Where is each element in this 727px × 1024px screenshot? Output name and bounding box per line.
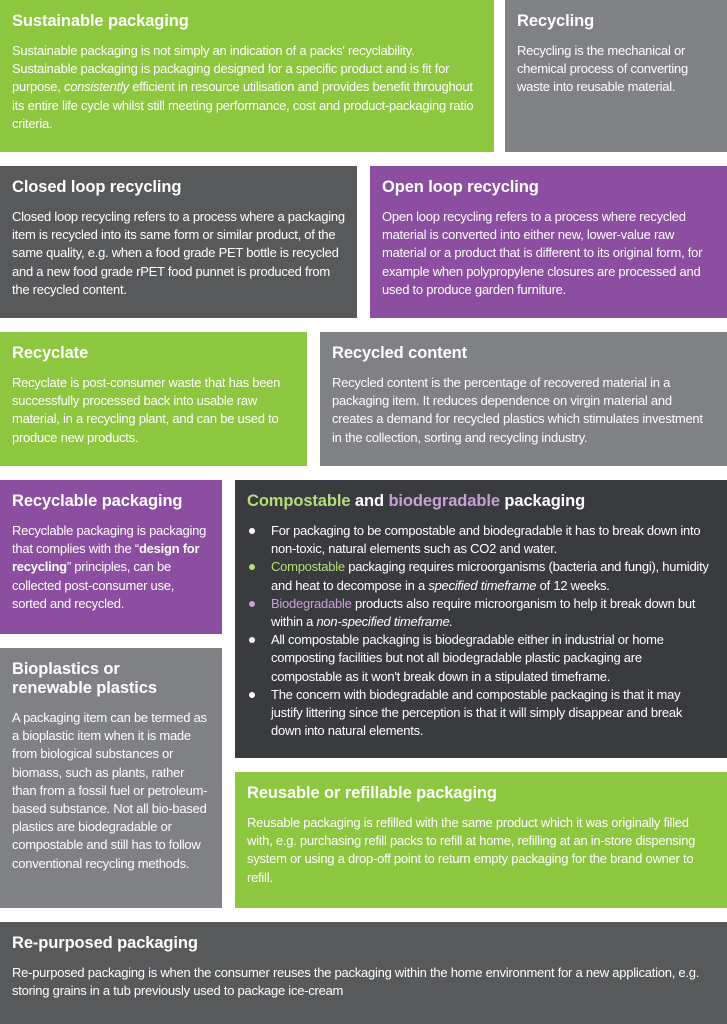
sustainable-packaging-card — [0, 0, 494, 152]
card-text: A packaging item can be termed as a bioplastic item when it is made from biological substances or biomass, such as plants, rather than from a fossil fuel or petroleum-based substance. Not all bio-based plastics are biodegradable or compostable and still has to follow conventional recycling methods. — [12, 710, 208, 871]
card-text: Reusable packaging is refilled with the same product which it was originally filled with, e.g. purchasing refill packs to refill at home, refilling at an in-store dispensing system or using a drop-off point to return empty packaging for the brand owner to refill. — [247, 815, 696, 885]
compostable-biodegradable-card — [235, 480, 727, 758]
bullet-icon — [249, 601, 255, 607]
card-title: Compostable and biodegradable packaging — [247, 492, 586, 510]
card-title: Recyclate — [12, 344, 89, 362]
card-title: Recycling — [517, 12, 595, 30]
list-item: Compostable packaging requires microorganisms (bacteria and fungi), humidity and heat to decompose in a specified timeframe of 12 weeks. — [271, 558, 715, 594]
list-item: Biodegradable products also require microorganism to help it break down but within a non-specified timeframe. — [271, 595, 715, 631]
bioplastics-card — [0, 648, 222, 908]
card-title: Recycled content — [332, 344, 468, 362]
card-text: Recyclate is post-consumer waste that has been successfully processed back into usable raw material, in a recycling plant, and can be used to produce new products. — [12, 375, 281, 445]
reusable-refillable-card — [235, 772, 727, 908]
card-text: Recycling is the mechanical or chemical process of converting waste into reusable material. — [517, 43, 688, 95]
list-item: For packaging to be compostable and biodegradable it has to break down into non-toxic, natural elements such as CO2 and water. — [271, 522, 715, 558]
list-item: All compostable packaging is biodegradable either in industrial or home composting facilities but not all biodegradable plastic packaging are compostable as it won't break down in a stipulated timeframe. — [271, 631, 715, 686]
card-text: Re-purposed packaging is when the consumer reuses the packaging within the home environment for a new application, e.g. storing grains in a tub previously used to package ice-cream — [12, 965, 700, 999]
card-text: Closed loop recycling refers to a process where a packaging item is recycled into its same form or similar product, of the same quality, e.g. when a food grade PET bottle is recycled and a new food grade rPET food punnet is produced from the recycled content. — [12, 209, 345, 297]
card-title: Closed loop recycling — [12, 178, 182, 196]
card-title: Reusable or refillable packaging — [247, 784, 497, 802]
recycling-card — [505, 0, 727, 152]
bullet-icon — [249, 564, 255, 570]
bullet-icon — [249, 637, 255, 643]
bullet-icon — [249, 528, 255, 534]
recyclate-card — [0, 332, 307, 466]
card-title: Re-purposed packaging — [12, 934, 198, 952]
repurposed-packaging-card — [0, 922, 727, 1024]
card-text: Sustainable packaging is not simply an indication of a packs' recyclability. Sustainable packaging is packaging designed for a specific product and is fit for purpose, consistently efficient in resource utilisation and provides benefit throughout its entire life cycle whilst still meeting performance, cost and product-packaging ratio criteria. — [12, 43, 474, 131]
card-text: Recycled content is the percentage of recovered material in a packaging item. It reduces dependence on virgin material and creates a demand for recycled plastics which stimulates investment in the collection, sorting and recycling industry. — [332, 375, 703, 445]
open-loop-recycling-card — [370, 166, 727, 318]
closed-loop-recycling-card — [0, 166, 357, 318]
list-item: The concern with biodegradable and compostable packaging is that it may justify littering since the perception is that it will simply disappear and break down into natural elements. — [271, 686, 715, 741]
recycled-content-card — [320, 332, 727, 466]
bullet-list — [247, 522, 715, 740]
card-text: Recyclable packaging is packaging that complies with the “design for recycling” principles, can be collected post-consumer use, sorted and recycled. — [12, 523, 207, 611]
card-title: Recyclable packaging — [12, 492, 183, 510]
bullet-icon — [249, 692, 255, 698]
recyclable-packaging-card — [0, 480, 222, 634]
card-title: Bioplastics or renewable plastics — [12, 660, 157, 697]
card-text: Open loop recycling refers to a process where recycled material is converted into either new, lower-value raw material or a product that is different to its original form, for example when polypropylene closures are processed and used to produce garden furniture. — [382, 209, 703, 297]
card-title: Open loop recycling — [382, 178, 539, 196]
card-title: Sustainable packaging — [12, 12, 189, 30]
